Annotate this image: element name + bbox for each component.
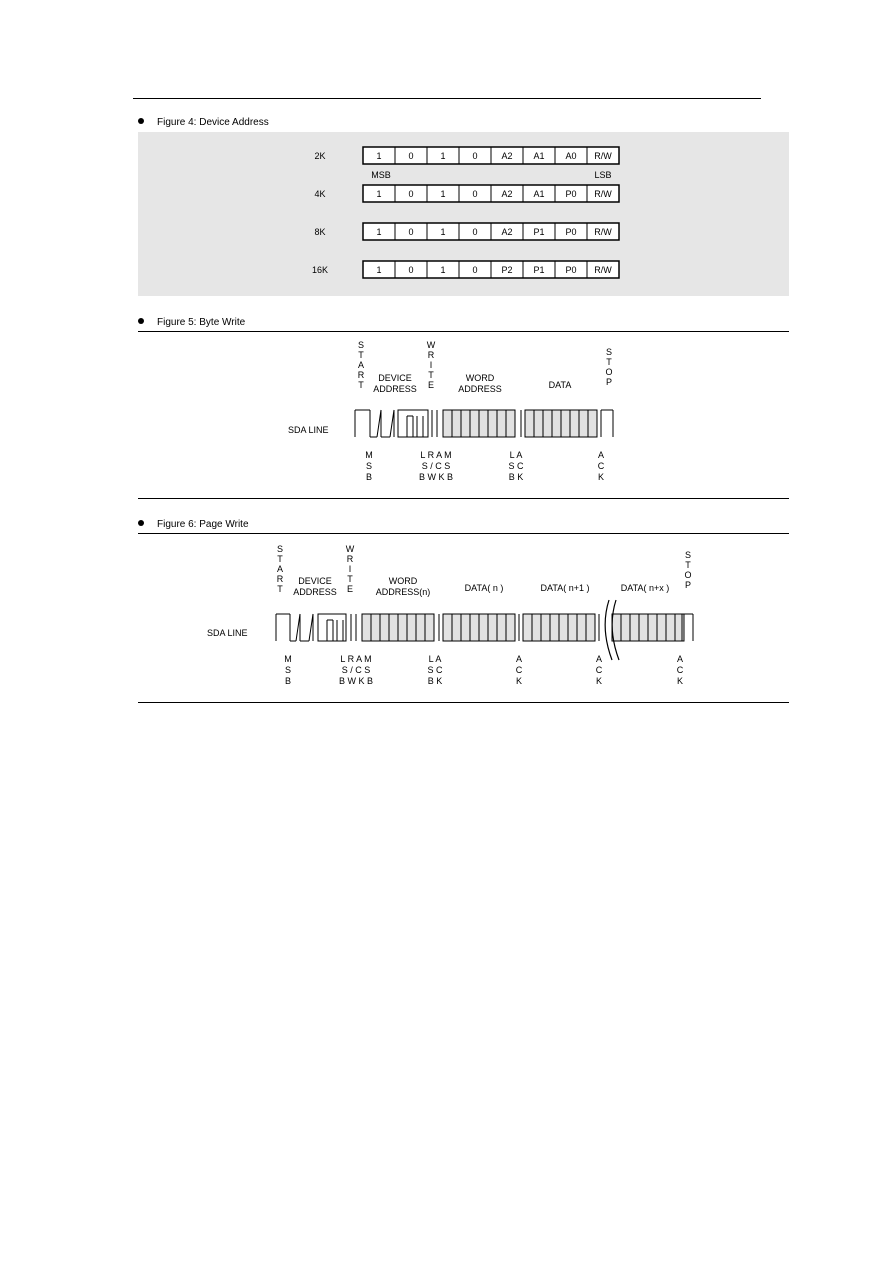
write-label: T (347, 574, 353, 584)
address-bit: 1 (376, 151, 382, 161)
ack-marker: K (515, 676, 523, 686)
start-label: R (276, 574, 284, 584)
device-size-label: 2K (314, 151, 326, 161)
address-bit: 0 (472, 189, 478, 199)
lsb-ack-marker: L A (428, 654, 442, 664)
ack-marker: C (676, 665, 684, 675)
address-bit: 1 (440, 227, 446, 237)
address-bit: 0 (472, 265, 478, 275)
msb-label: MSB (371, 170, 391, 180)
device-address-label: DEVICE (378, 373, 412, 383)
word-address-label: ADDRESS(n) (375, 587, 431, 597)
address-bit: 1 (440, 151, 446, 161)
write-label: E (346, 584, 354, 594)
msb-marker: S (365, 461, 373, 471)
write-label: R (346, 554, 354, 564)
device-address-label: ADDRESS (373, 384, 417, 394)
address-bit: 0 (472, 151, 478, 161)
word-address-label: WORD (465, 373, 495, 383)
write-label: R (427, 350, 435, 360)
start-label: T (358, 380, 364, 390)
address-bit: 0 (408, 151, 414, 161)
address-bit: 0 (408, 227, 414, 237)
stop-label: T (685, 560, 691, 570)
data-n1-label: DATA( n+1 ) (540, 583, 590, 593)
lsb-rw-ack-marker: S / C S (341, 665, 371, 675)
address-bit: 1 (376, 227, 382, 237)
sda-waveform (309, 614, 313, 641)
address-bit: A2 (501, 151, 513, 161)
address-bit: P0 (565, 189, 577, 199)
address-bit: P0 (565, 265, 577, 275)
lsb-ack-marker: L A (509, 450, 523, 460)
ack-marker: K (676, 676, 684, 686)
start-label: S (276, 544, 284, 554)
msb-marker: M (284, 654, 292, 664)
ack-marker: C (595, 665, 603, 675)
write-label: I (348, 564, 352, 574)
lsb-ack-marker: B K (427, 676, 443, 686)
address-bit: 1 (440, 189, 446, 199)
data-label: DATA (548, 380, 572, 390)
msb-marker: B (284, 676, 292, 686)
address-bit: P1 (533, 265, 545, 275)
stop-label: O (684, 570, 692, 580)
write-label: W (345, 544, 355, 554)
data-nx-label: DATA( n+x ) (620, 583, 670, 593)
address-bit: R/W (594, 227, 612, 237)
write-label: T (428, 370, 434, 380)
address-bit: A2 (501, 189, 513, 199)
lsb-ack-marker: S C (508, 461, 524, 471)
address-bit: 0 (472, 227, 478, 237)
break-mark (605, 600, 612, 660)
lsb-rw-ack-marker: B W K B (338, 676, 374, 686)
figure-5-title: Figure 5: Byte Write (138, 317, 245, 329)
lsb-ack-marker: B K (508, 472, 524, 482)
sda-waveform (390, 410, 394, 437)
address-bit: 0 (408, 189, 414, 199)
stop-label: S (605, 347, 613, 357)
lsb-rw-ack-marker: L R A M (420, 450, 452, 460)
ack-marker: C (597, 461, 605, 471)
device-size-label: 4K (314, 189, 326, 199)
ack-marker: A (676, 654, 684, 664)
lsb-ack-marker: S C (427, 665, 443, 675)
lsb-rw-ack-marker: S / C S (421, 461, 451, 471)
ack-marker: A (595, 654, 603, 664)
ack-marker: A (515, 654, 523, 664)
start-label: S (357, 340, 365, 350)
address-bit: P2 (501, 265, 513, 275)
sda-line-label: SDA LINE (207, 628, 248, 638)
device-address-label: ADDRESS (293, 587, 337, 597)
word-address-label: ADDRESS (458, 384, 502, 394)
address-bit: 1 (376, 265, 382, 275)
lsb-label: LSB (594, 170, 612, 180)
device-address-label: DEVICE (298, 576, 332, 586)
address-bit: A2 (501, 227, 513, 237)
write-label: E (427, 380, 435, 390)
device-size-label: 8K (314, 227, 326, 237)
data-n-label: DATA( n ) (464, 583, 504, 593)
start-label: T (277, 554, 283, 564)
address-bit: A0 (565, 151, 577, 161)
sda-waveform (296, 614, 300, 641)
address-bit: 1 (376, 189, 382, 199)
address-bit: P1 (533, 227, 545, 237)
address-bit: R/W (594, 189, 612, 199)
start-label: T (277, 584, 283, 594)
stop-label: O (605, 367, 613, 377)
figure-6-title: Figure 6: Page Write (138, 519, 249, 531)
lsb-rw-ack-marker: B W K B (418, 472, 454, 482)
ack-marker: K (595, 676, 603, 686)
stop-label: T (606, 357, 612, 367)
msb-marker: S (284, 665, 292, 675)
word-address-label: WORD (388, 576, 418, 586)
stop-label: S (684, 550, 692, 560)
sda-waveform (377, 410, 381, 437)
address-bit: 1 (440, 265, 446, 275)
figure-4-title: Figure 4: Device Address (138, 117, 269, 129)
address-bit: A1 (533, 151, 545, 161)
ack-marker: K (597, 472, 605, 482)
address-bit: P0 (565, 227, 577, 237)
start-label: T (358, 350, 364, 360)
start-label: R (357, 370, 365, 380)
ack-marker: A (597, 450, 605, 460)
address-bit: R/W (594, 265, 612, 275)
address-bit: 0 (408, 265, 414, 275)
sda-line-label: SDA LINE (288, 425, 329, 435)
start-label: A (357, 360, 365, 370)
address-bit: R/W (594, 151, 612, 161)
device-address-bits (318, 614, 346, 641)
lsb-rw-ack-marker: L R A M (340, 654, 372, 664)
msb-marker: M (365, 450, 373, 460)
start-label: A (276, 564, 284, 574)
ack-marker: C (515, 665, 523, 675)
stop-label: P (684, 580, 692, 590)
write-label: W (426, 340, 436, 350)
msb-marker: B (365, 472, 373, 482)
write-label: I (429, 360, 433, 370)
address-bit: A1 (533, 189, 545, 199)
device-size-label: 16K (311, 265, 329, 275)
stop-label: P (605, 377, 613, 387)
